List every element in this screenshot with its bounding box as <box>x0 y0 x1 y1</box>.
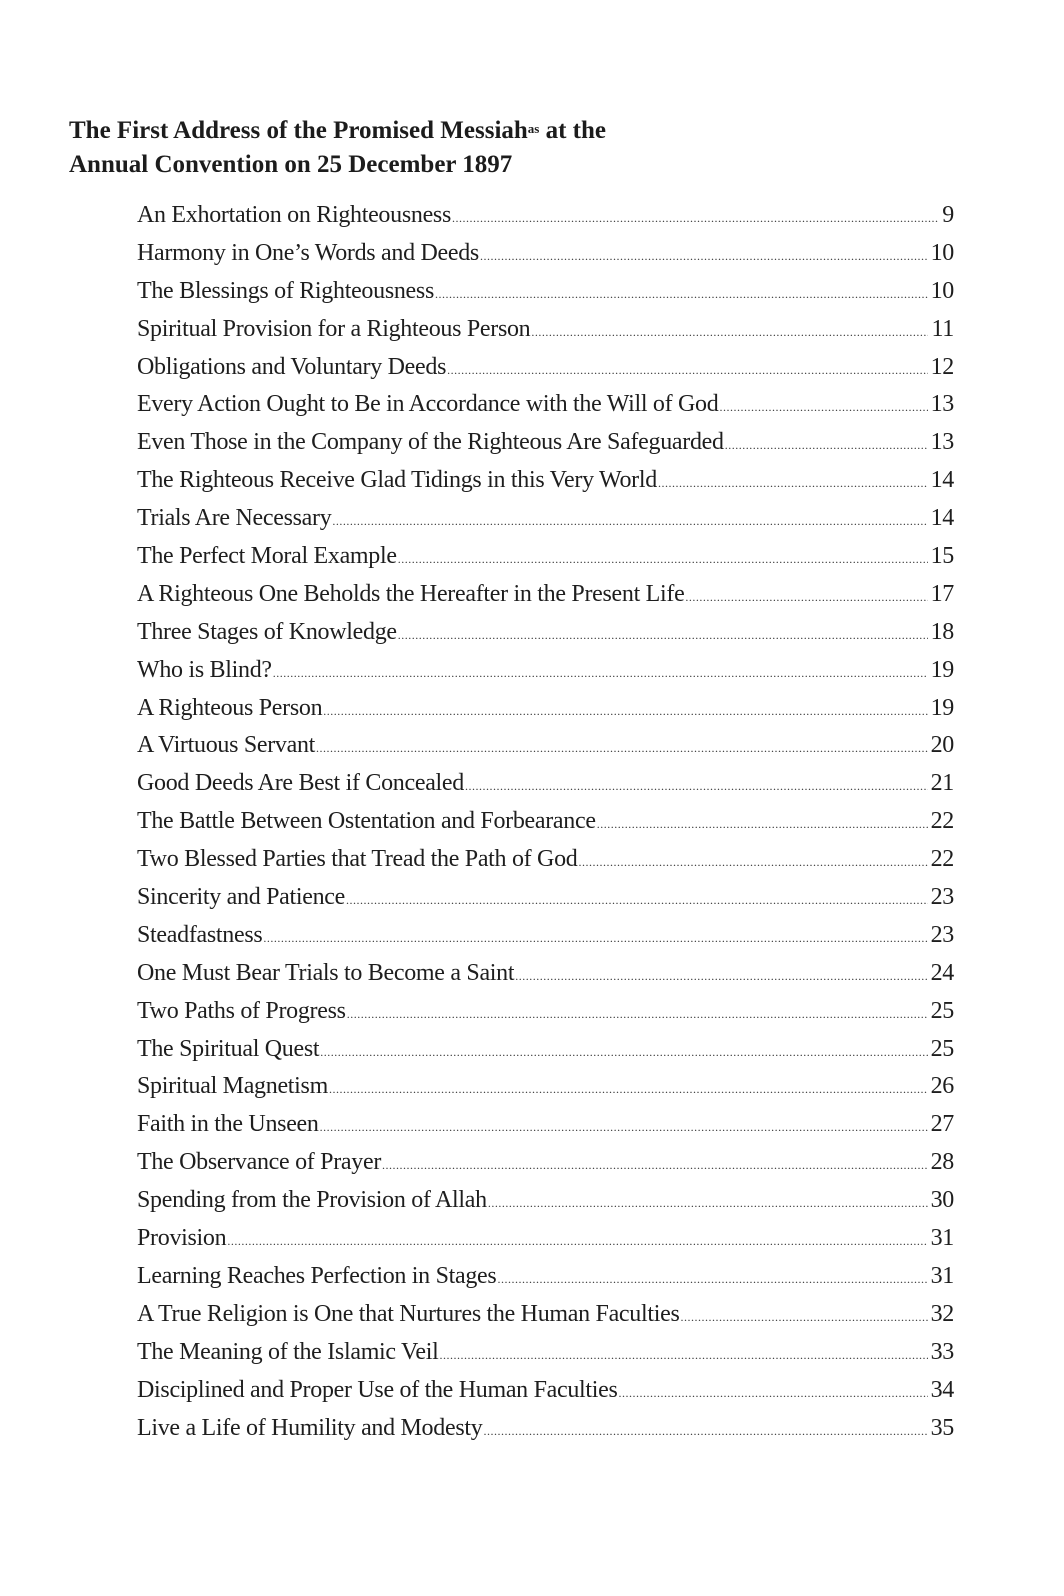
dot-leader <box>398 541 928 579</box>
toc-entry-title: Spiritual Magnetism <box>137 1073 328 1100</box>
toc-entry[interactable] <box>137 462 954 500</box>
toc-entry[interactable] <box>137 500 954 538</box>
dot-leader <box>658 465 928 503</box>
toc-entry-page-number: 14 <box>930 505 954 532</box>
toc-entry-title: Live a Life of Humility and Modesty <box>137 1414 483 1441</box>
toc-entry-page-number: 17 <box>930 580 954 607</box>
dot-leader <box>347 996 928 1034</box>
toc-entry[interactable] <box>137 386 954 424</box>
toc-entry-title: Harmony in One’s Words and Deeds <box>137 239 479 266</box>
toc-entry[interactable] <box>137 1258 954 1296</box>
toc-entry-page-number: 31 <box>930 1225 954 1252</box>
toc-entry-page-number: 25 <box>930 997 954 1024</box>
dot-leader <box>452 200 939 238</box>
toc-entry[interactable] <box>137 652 954 690</box>
toc-entry-title: Two Paths of Progress <box>137 997 346 1024</box>
toc-entry-page-number: 13 <box>930 391 954 418</box>
dot-leader <box>483 1413 927 1451</box>
dot-leader <box>465 768 928 806</box>
dot-leader <box>435 276 928 314</box>
toc-entry[interactable] <box>137 1410 954 1448</box>
toc-entry-page-number: 10 <box>930 277 954 304</box>
toc-entry-title: Learning Reaches Perfection in Stages <box>137 1262 497 1289</box>
toc-entry-title: An Exhortation on Righteousness <box>137 202 452 228</box>
dot-leader <box>273 655 928 693</box>
toc-entry-title: The Righteous Receive Glad Tidings in this Very World <box>137 467 657 494</box>
toc-entry[interactable] <box>137 841 954 879</box>
toc-entry[interactable] <box>137 1220 954 1258</box>
toc-entry-page-number: 18 <box>930 618 954 645</box>
toc-entry[interactable] <box>137 727 954 765</box>
toc-entry-page-number: 26 <box>930 1073 954 1100</box>
toc-entry-page-number: 22 <box>930 808 954 835</box>
dot-leader <box>515 958 927 996</box>
toc-entry-title: The Battle Between Ostentation and Forbearance <box>137 808 596 835</box>
toc-entry-title: The Perfect Moral Example <box>137 543 397 570</box>
toc-entry[interactable] <box>137 1334 954 1372</box>
toc-entry-title: Two Blessed Parties that Tread the Path of God <box>137 846 578 873</box>
dot-leader <box>480 238 928 276</box>
toc-entry[interactable] <box>137 614 954 652</box>
toc-entry-page-number: 33 <box>930 1338 954 1365</box>
dot-leader <box>346 882 928 920</box>
toc-entry-title: The Observance of Prayer <box>137 1149 382 1176</box>
toc-entry-page-number: 30 <box>930 1187 954 1214</box>
toc-entry-page-number: 35 <box>930 1414 954 1441</box>
dot-leader <box>332 503 927 541</box>
toc-entry-page-number: 19 <box>930 694 954 721</box>
toc-entry-title: Sincerity and Patience <box>137 884 345 911</box>
toc-entry-page-number: 20 <box>930 732 954 759</box>
heading-line-1: The First Address of the Promised Messiah$^{as}$ at the <box>69 117 607 144</box>
toc-entry-title: Every Action Ought to Be in Accordance with the Will of God <box>137 391 719 418</box>
toc-entry-title: The Blessings of Righteousness <box>137 277 434 304</box>
toc-entry-page-number: 34 <box>930 1376 954 1403</box>
toc-entry[interactable] <box>137 879 954 917</box>
toc-entry-page-number: 10 <box>930 239 954 266</box>
toc-entry[interactable] <box>137 273 954 311</box>
toc-entry-page-number: 9 <box>942 202 954 228</box>
dot-leader <box>597 806 928 844</box>
toc-entry-page-number: 24 <box>930 959 954 986</box>
toc-entry-page-number: 27 <box>930 1111 954 1138</box>
toc-entry-page-number: 12 <box>930 353 954 380</box>
toc-entry[interactable] <box>137 424 954 462</box>
honorific-superscript: as <box>527 121 540 136</box>
toc-entry-page-number: 22 <box>930 846 954 873</box>
toc-entry-page-number: 19 <box>930 656 954 683</box>
toc-entry-title: A Righteous Person <box>137 694 323 721</box>
toc-entry[interactable] <box>137 1106 954 1144</box>
dot-leader <box>440 1337 928 1375</box>
dot-leader <box>316 730 928 768</box>
dot-leader <box>227 1223 927 1261</box>
toc-entry[interactable] <box>137 993 954 1031</box>
toc-entry[interactable] <box>137 235 954 273</box>
dot-leader <box>382 1147 928 1185</box>
table-of-contents <box>137 197 954 1447</box>
toc-entry-title: Spending from the Provision of Allah <box>137 1187 487 1214</box>
toc-entry-title: Even Those in the Company of the Righteous Are Safeguarded <box>137 429 724 456</box>
toc-entry-title: A Righteous One Beholds the Hereafter in the Present Life <box>137 580 685 607</box>
toc-entry[interactable] <box>137 803 954 841</box>
toc-entry[interactable] <box>137 955 954 993</box>
toc-entry-title: Trials Are Necessary <box>137 505 332 532</box>
dot-leader <box>685 579 927 617</box>
toc-entry[interactable] <box>137 349 954 387</box>
toc-entry-title: The Meaning of the Islamic Veil <box>137 1338 439 1365</box>
dot-leader <box>263 920 927 958</box>
toc-entry[interactable] <box>137 1372 954 1410</box>
toc-entry-page-number: 14 <box>930 467 954 494</box>
toc-entry-page-number: 13 <box>930 429 954 456</box>
toc-entry[interactable] <box>137 1144 954 1182</box>
toc-entry-title: Three Stages of Knowledge <box>137 618 397 645</box>
toc-entry-title: Steadfastness <box>137 921 263 948</box>
toc-entry-title: A True Religion is One that Nurtures the Human Faculties <box>137 1300 680 1327</box>
toc-entry-title: The Spiritual Quest <box>137 1035 320 1062</box>
toc-entry-page-number: 25 <box>930 1035 954 1062</box>
section-heading <box>69 114 769 182</box>
dot-leader <box>323 693 927 731</box>
toc-entry-title: A Virtuous Servant <box>137 732 316 759</box>
dot-leader <box>488 1185 928 1223</box>
toc-entry-title: Faith in the Unseen <box>137 1111 319 1138</box>
toc-entry-title: Who is Blind? <box>137 656 272 683</box>
toc-entry-page-number: 31 <box>930 1262 954 1289</box>
toc-entry[interactable] <box>137 1068 954 1106</box>
toc-entry-page-number: 32 <box>930 1300 954 1327</box>
toc-entry[interactable] <box>137 917 954 955</box>
toc-entry-page-number: 15 <box>930 543 954 570</box>
toc-entry-page-number: 28 <box>930 1149 954 1176</box>
toc-entry[interactable] <box>137 690 954 728</box>
toc-entry-title: Spiritual Provision for a Righteous Person <box>137 315 531 342</box>
toc-entry[interactable] <box>137 1182 954 1220</box>
toc-entry-title: Provision <box>137 1225 227 1252</box>
toc-entry[interactable] <box>137 765 954 803</box>
heading-line-2: Annual Convention on 25 December 1897 <box>69 151 513 178</box>
toc-entry[interactable] <box>137 1031 954 1069</box>
dot-leader <box>719 389 927 427</box>
dot-leader <box>725 427 928 465</box>
toc-entry-page-number: 21 <box>930 770 954 797</box>
toc-entry[interactable] <box>137 538 954 576</box>
dot-leader <box>531 314 928 352</box>
dot-leader <box>619 1375 928 1413</box>
toc-entry-title: Disciplined and Proper Use of the Human Faculties <box>137 1376 618 1403</box>
dot-leader <box>578 844 927 882</box>
dot-leader <box>320 1109 928 1147</box>
dot-leader <box>680 1299 927 1337</box>
dot-leader <box>497 1261 927 1299</box>
dot-leader <box>329 1071 928 1109</box>
dot-leader <box>398 617 928 655</box>
dot-leader <box>447 352 927 390</box>
toc-entry[interactable] <box>137 1296 954 1334</box>
toc-entry[interactable] <box>137 311 954 349</box>
toc-entry[interactable] <box>137 576 954 614</box>
toc-entry-page-number: 23 <box>930 921 954 948</box>
toc-entry-page-number: 11 <box>931 315 954 342</box>
toc-entry-title: One Must Bear Trials to Become a Saint <box>137 959 515 986</box>
dot-leader <box>320 1034 927 1072</box>
toc-entry-title: Good Deeds Are Best if Concealed <box>137 770 464 797</box>
toc-entry-title: Obligations and Voluntary Deeds <box>137 353 447 380</box>
toc-entry-page-number: 23 <box>930 884 954 911</box>
toc-entry[interactable] <box>137 197 954 235</box>
